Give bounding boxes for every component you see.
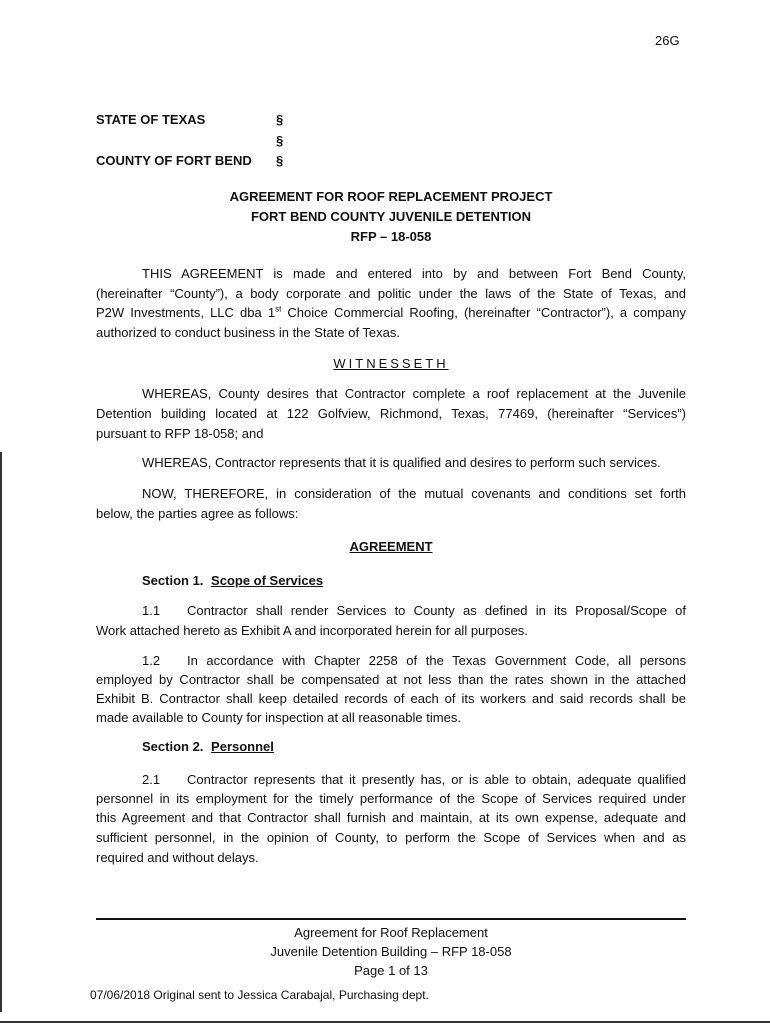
clause-number: 1.1 [142,603,161,618]
whereas-line: WHEREAS, County desires that Contractor complete a roof replacement at the Juvenile [142,386,686,401]
intro-line [96,305,686,321]
section-1-heading [142,573,323,588]
section-1-label: Section 1. [142,573,204,588]
section-symbol: § [276,112,284,127]
document-title-line1: AGREEMENT FOR ROOF REPLACEMENT PROJECT [229,189,553,204]
section-symbol: § [276,133,284,148]
footer-line1: Agreement for Roof Replacement [294,925,488,940]
footer-line2: Juvenile Detention Building – RFP 18-058 [270,944,512,959]
clause-line: required and without delays. [96,850,259,865]
whereas-line: Detention building located at 122 Golfview, Richmond, Texas, 77469, (hereinafter “Services”) [96,406,686,421]
clause-line: employed by Contractor shall be compensated at not less than the rates shown in the attached [96,672,686,687]
intro-line: THIS AGREEMENT is made and entered into by and between Fort Bend County, [142,266,686,281]
footer-rule [96,918,686,920]
clause-line: Exhibit B. Contractor shall keep detailed records of each of its workers and said records shall be [96,691,686,706]
scan-annotation: 07/06/2018 Original sent to Jessica Carabajal, Purchasing dept. [90,988,429,1002]
clause-number: 1.2 [142,653,161,668]
clause-line: made available to County for inspection at all reasonable times. [96,710,461,725]
clause-line: Work attached hereto as Exhibit A and incorporated herein for all purposes. [96,623,528,638]
section-2-heading [142,739,274,754]
clause-number: 2.1 [142,772,161,787]
footer-page-number: Page 1 of 13 [354,963,428,978]
page-reference: 26G [655,33,680,48]
whereas-line: pursuant to RFP 18-058; and [96,426,264,441]
scan-edge-bottom [0,1021,770,1023]
caption-state: STATE OF TEXAS [96,112,206,127]
clause-line: personnel in its employment for the timely performance of the Scope of Services required under [96,791,686,806]
intro-line-part: P2W Investments, LLC dba 1 [96,305,276,320]
agreement-heading: AGREEMENT [349,539,433,554]
section-2-label: Section 2. [142,739,204,754]
caption-county: COUNTY OF FORT BEND [96,153,252,168]
clause-line: Contractor shall render Services to County as defined in its Proposal/Scope of [187,603,686,618]
witnesseth-heading: WITNESSETH [333,356,449,371]
scan-edge-left [0,452,2,1012]
clause-line: sufficient personnel, in the opinion of County, to perform the Scope of Services when and as [96,830,686,845]
clause-line: this Agreement and that Contractor shall furnish and maintain, at its own expense, adequate and [96,810,686,825]
now-therefore-line: below, the parties agree as follows: [96,506,299,521]
section-1-title: Scope of Services [211,573,324,588]
whereas-line: WHEREAS, Contractor represents that it is qualified and desires to perform such services. [142,455,661,470]
section-2-title: Personnel [211,739,274,754]
clause-line: In accordance with Chapter 2258 of the Texas Government Code, all persons [187,653,686,668]
ordinal-suffix: st [275,304,282,314]
clause-line: Contractor represents that it presently has, or is able to obtain, adequate qualified [187,772,686,787]
intro-line-part: Choice Commercial Roofing, (hereinafter “Contractor”), a company [281,305,686,320]
section-symbol: § [276,153,284,168]
intro-line: (hereinafter “County”), a body corporate and politic under the laws of the State of Texas, and [96,286,686,301]
document-title-line3: RFP – 18-058 [350,229,432,244]
document-title-line2: FORT BEND COUNTY JUVENILE DETENTION [250,209,531,224]
intro-line: authorized to conduct business in the State of Texas. [96,325,401,340]
now-therefore-line: NOW, THEREFORE, in consideration of the mutual covenants and conditions set forth [142,486,686,501]
